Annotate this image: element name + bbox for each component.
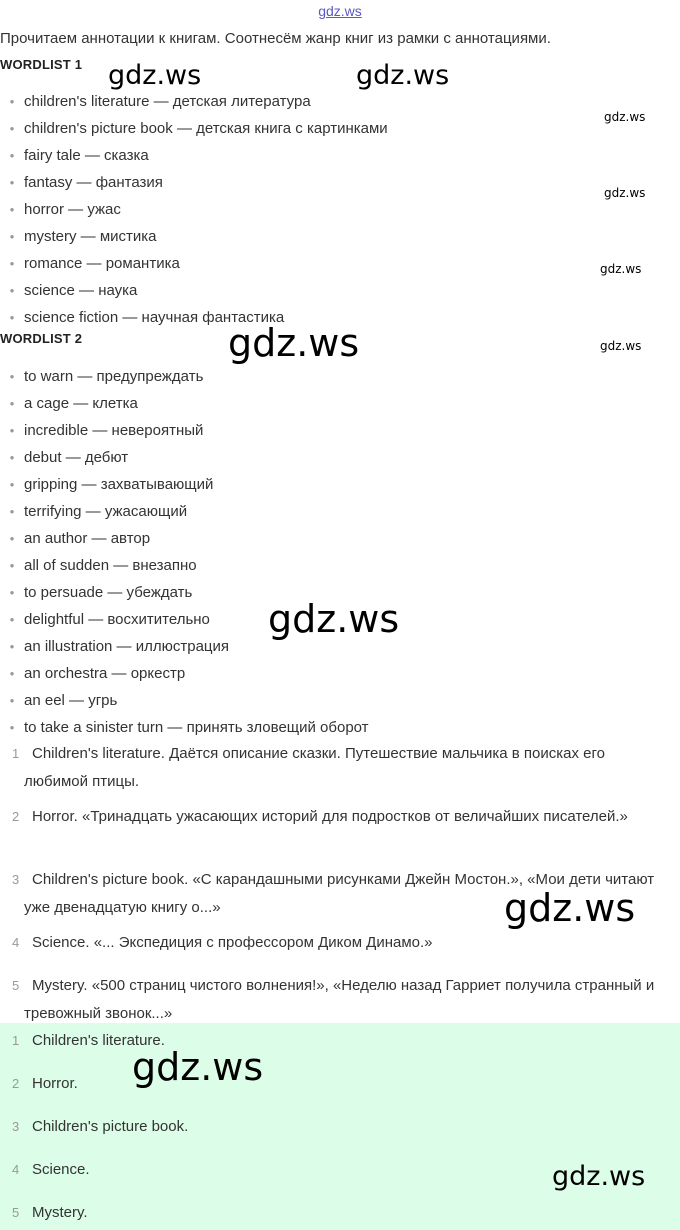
list-item: • science fiction — научная фантастика [0,304,388,331]
answer-text: Mystery. «500 страниц чистого волнения!», «Неделю назад Гарриет получила странный и тревожный звонок...» [24,977,655,1022]
list-item: • gripping — захватывающий [0,471,369,498]
watermark: gdz.ws [604,186,646,200]
bullet-icon: • [9,256,15,271]
answer-text: Children's picture book. [32,1118,189,1135]
bullet-icon: • [9,283,15,298]
list-item: • a cage — клетка [0,390,369,417]
answer-text: Horror. [32,1075,78,1092]
bullet-icon: • [9,504,15,519]
bullet-icon: • [9,121,15,136]
watermark: gdz.ws [552,1161,646,1192]
bullet-icon: • [9,175,15,190]
answer-number: 5 [12,978,20,993]
bullet-icon: • [9,148,15,163]
list-item: • to warn — предупреждать [0,363,369,390]
answer-text: Science. «... Экспедиция с профессором Диком Динамо.» [32,934,433,951]
top-watermark: gdz.ws [318,3,362,19]
wordlist2-heading: WORDLIST 2 [0,331,83,346]
watermark: gdz.ws [600,339,642,353]
answer-text: Horror. «Тринадцать ужасающих историй для подростков от величайших писателей.» [32,808,628,825]
bullet-icon: • [9,612,15,627]
bullet-icon: • [9,396,15,411]
bullet-icon: • [9,585,15,600]
list-item: • romance — романтика [0,250,388,277]
final-answer-item [0,1199,680,1227]
answer-number: 2 [12,809,20,824]
bullet-icon: • [9,720,15,735]
list-item: • incredible — невероятный [0,417,369,444]
intro-text: Прочитаем аннотации к книгам. Соотнесём жанр книг из рамки с аннотациями. [0,30,551,47]
bullet-icon: • [9,477,15,492]
list-item: • an author — автор [0,525,369,552]
wordlist2-list [0,363,369,741]
wordlist1-heading: WORDLIST 1 [0,57,83,72]
list-item: • an illustration — иллюстрация [0,633,369,660]
list-item: • fantasy — фантазия [0,169,388,196]
list-item: • debut — дебют [0,444,369,471]
watermark: gdz.ws [504,886,636,930]
list-item: • an eel — угрь [0,687,369,714]
watermark: gdz.ws [108,60,202,91]
list-item: • science — наука [0,277,388,304]
answer-number: 2 [12,1076,20,1091]
bullet-icon: • [9,558,15,573]
list-item: • children's picture book — детская книга с картинками [0,115,388,142]
answer-number: 5 [12,1205,20,1220]
list-item: • fairy tale — сказка [0,142,388,169]
bullet-icon: • [9,693,15,708]
bullet-icon: • [9,639,15,654]
list-item: • delightful — восхитительно [0,606,369,633]
answer-number: 4 [12,1162,20,1177]
answer-number: 3 [12,1119,20,1134]
bullet-icon: • [9,423,15,438]
bullet-icon: • [9,202,15,217]
list-item: • an orchestra — оркестр [0,660,369,687]
final-answer-item [0,1070,680,1098]
watermark: gdz.ws [356,60,450,91]
list-item: • horror — ужас [0,196,388,223]
bullet-icon: • [9,450,15,465]
answer-text: Mystery. [32,1204,88,1221]
bullet-icon: • [9,531,15,546]
wordlist1-list [0,88,388,331]
watermark: gdz.ws [132,1045,264,1089]
bullet-icon: • [9,94,15,109]
answer-text: Children's picture book. «С карандашными рисунками Джейн Мостон.», «Мои дети читают уже двенадцатую книгу о...» [24,871,655,916]
list-item: • all of sudden — внезапно [0,552,369,579]
bullet-icon: • [9,229,15,244]
final-answer-item [0,1027,680,1055]
list-item: • mystery — мистика [0,223,388,250]
answer-text: Children's literature. [32,1032,165,1049]
answer-number: 1 [12,1033,20,1048]
answer-text: Science. [32,1161,90,1178]
list-item: • to persuade — убеждать [0,579,369,606]
final-answer-item [0,1113,680,1141]
list-item: • terrifying — ужасающий [0,498,369,525]
bullet-icon: • [9,666,15,681]
answer-number: 3 [12,872,20,887]
bullet-icon: • [9,310,15,325]
answer-number: 4 [12,935,20,950]
bullet-icon: • [9,369,15,384]
watermark: gdz.ws [228,321,360,365]
answer-text: Children's literature. Даётся описание сказки. Путешествие мальчика в поисках его любимой птицы. [24,745,605,790]
answer-number: 1 [12,746,20,761]
watermark: gdz.ws [600,262,642,276]
watermark: gdz.ws [268,597,400,641]
list-item: • to take a sinister turn — принять зловещий оборот [0,714,369,741]
watermark: gdz.ws [604,110,646,124]
list-item: • children's literature — детская литература [0,88,388,115]
